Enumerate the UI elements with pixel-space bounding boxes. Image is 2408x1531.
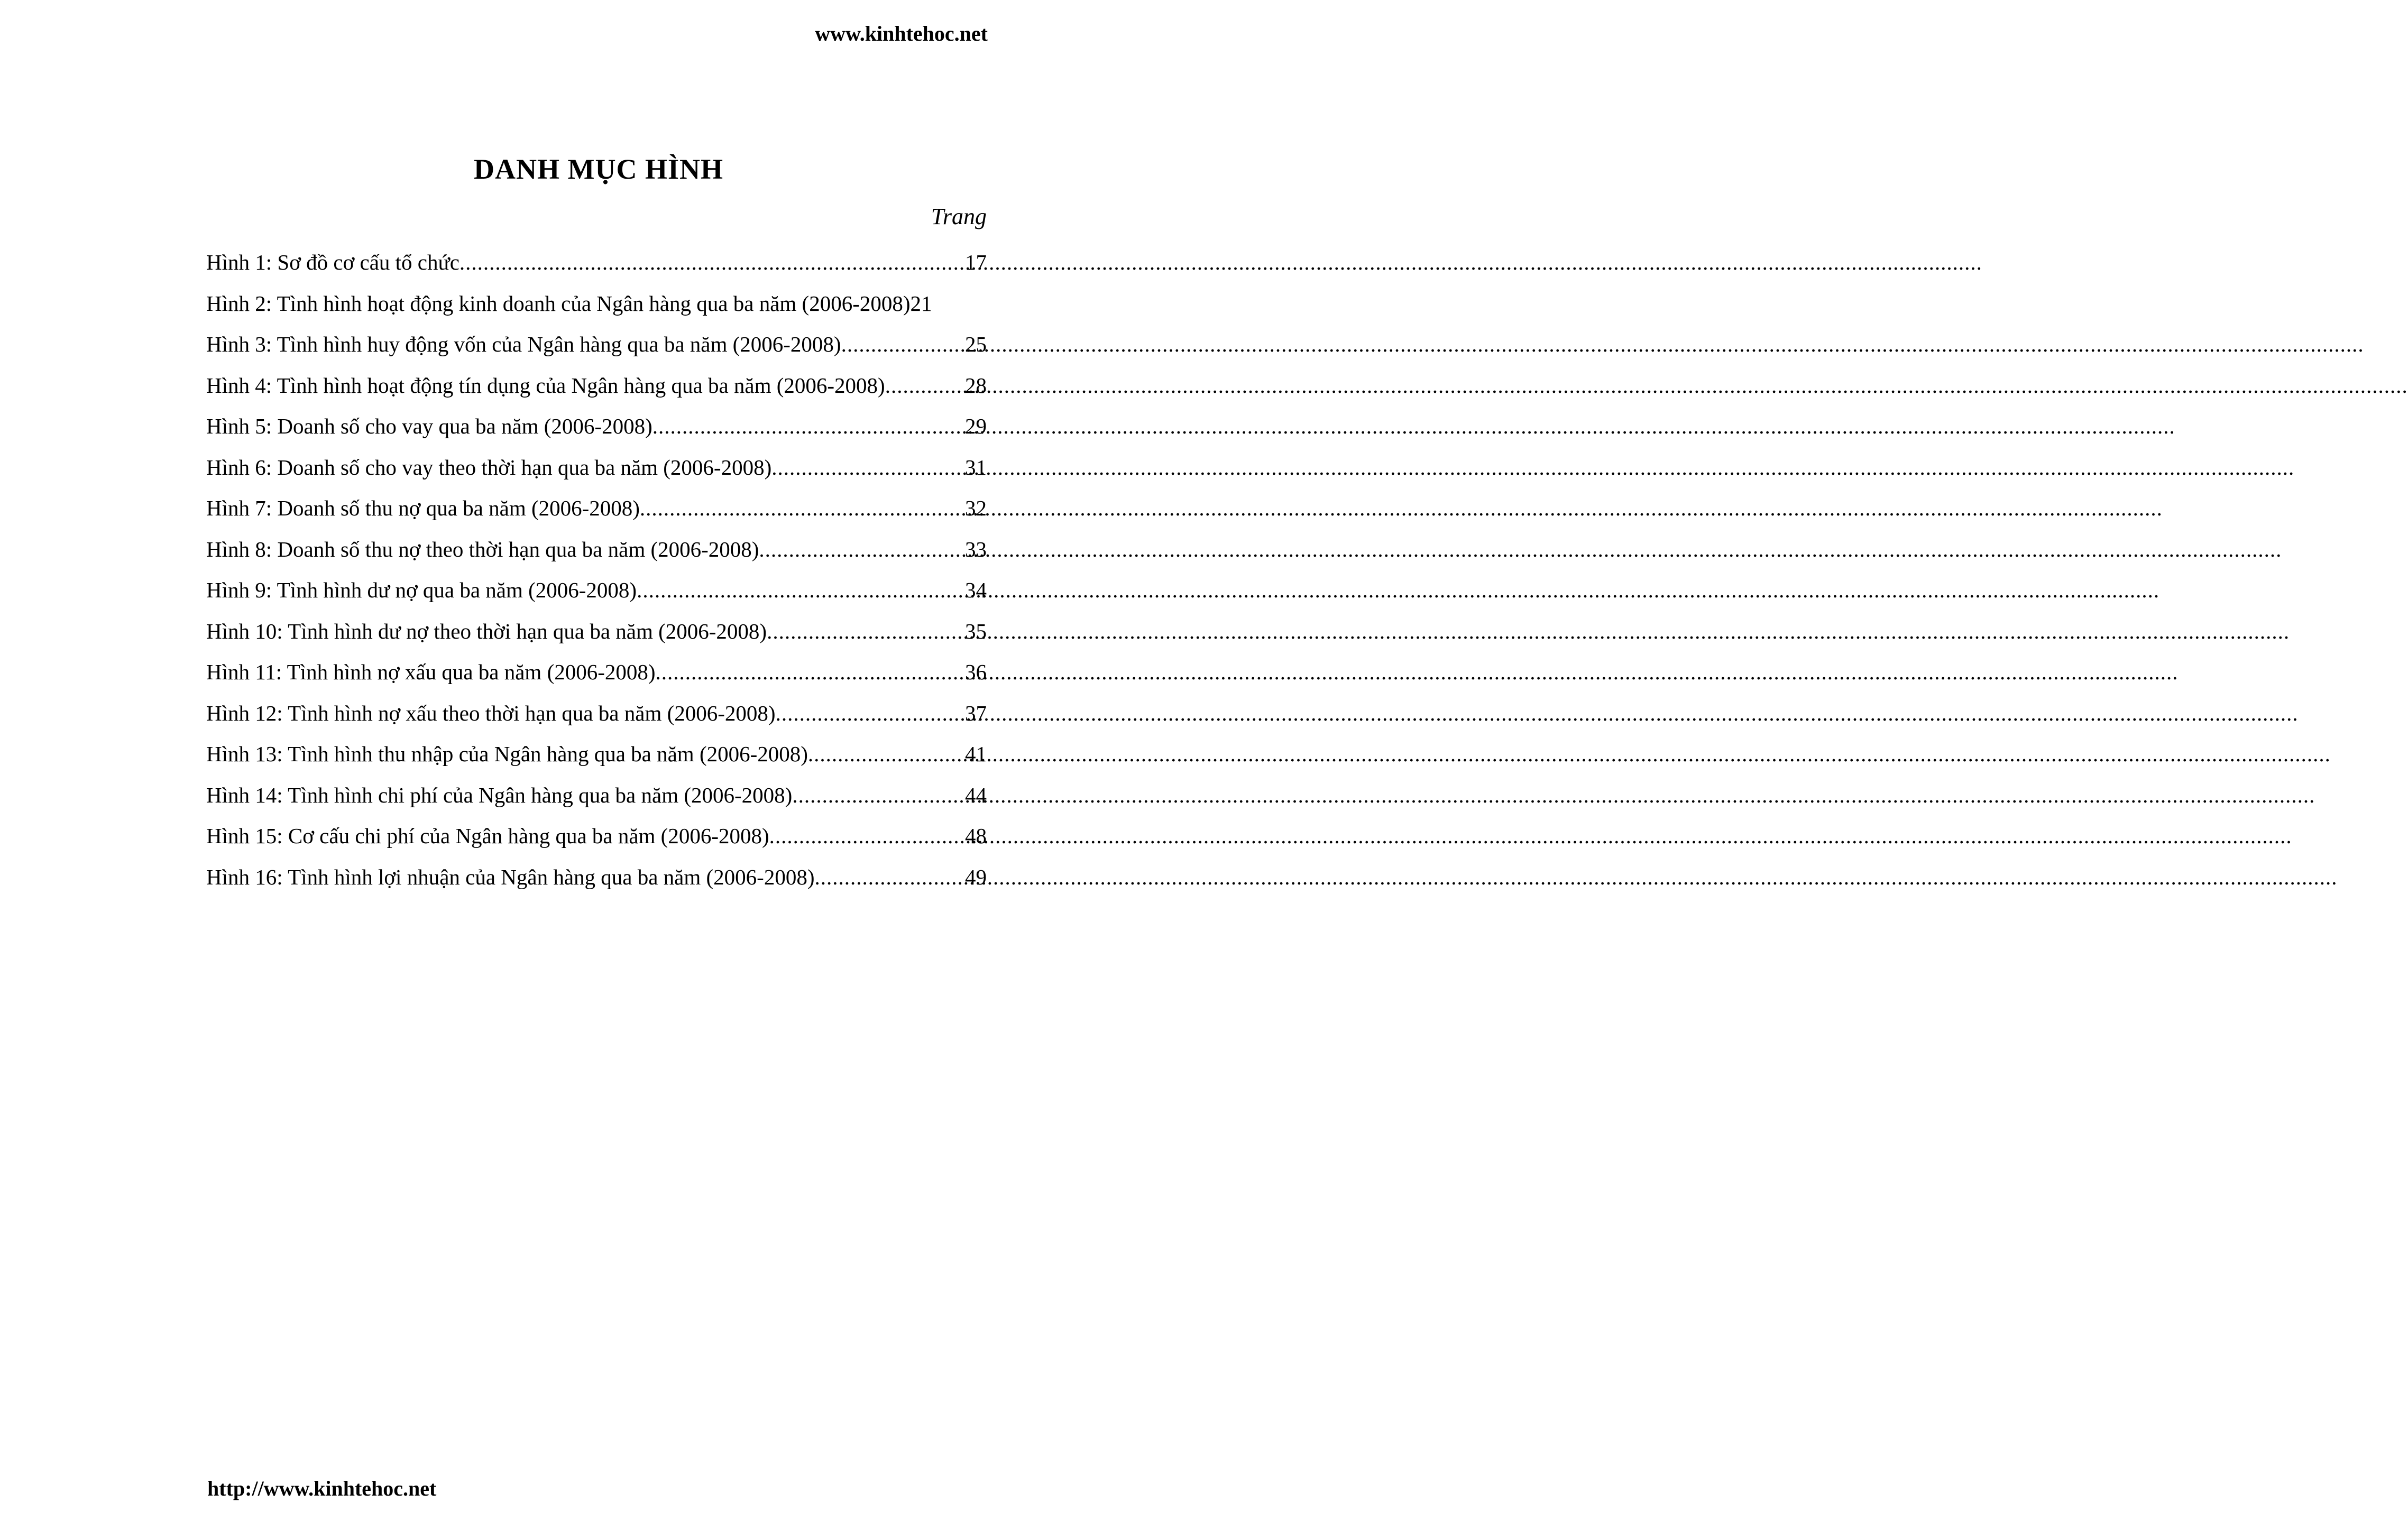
list-item[interactable] <box>206 248 987 290</box>
entry-title: Hình 16: Tình hình lợi nhuận của Ngân hàng qua ba năm (2006-2008) <box>206 864 815 889</box>
entry-page-number: 37 <box>965 700 987 725</box>
list-item[interactable] <box>206 330 987 372</box>
list-item[interactable] <box>206 699 987 741</box>
entry-title: Hình 4: Tình hình hoạt động tín dụng của Ngân hàng qua ba năm (2006-2008) <box>206 373 885 398</box>
entry-title: Hình 13: Tình hình thu nhập của Ngân hàng qua ba năm (2006-2008) <box>206 742 808 766</box>
dot-leader <box>652 412 965 440</box>
list-item[interactable] <box>206 740 987 781</box>
entry-page-number: 34 <box>965 578 987 602</box>
entry-title: Hình 8: Doanh số thu nợ theo thời hạn qua ba năm (2006-2008) <box>206 537 759 561</box>
figure-list <box>206 248 987 904</box>
entry-page-number: 44 <box>965 782 987 807</box>
footer-website-link[interactable]: http://www.kinhtehoc.net <box>207 1477 437 1500</box>
dot-leader <box>885 372 965 399</box>
list-item[interactable] <box>206 290 987 331</box>
entry-page-number: 29 <box>965 414 987 438</box>
dot-leader <box>841 330 965 358</box>
entry-title: Hình 5: Doanh số cho vay qua ba năm (2006-2008) <box>206 414 652 438</box>
list-item[interactable] <box>206 822 987 863</box>
page-title: DANH MỤC HÌNH <box>474 153 723 185</box>
list-item[interactable] <box>206 412 987 454</box>
page-column-label: Trang <box>931 204 987 229</box>
list-item[interactable] <box>206 576 987 617</box>
entry-page-number: 35 <box>965 619 987 643</box>
entry-title: Hình 10: Tình hình dư nợ theo thời hạn qua ba năm (2006-2008) <box>206 619 767 643</box>
entry-page-number: 49 <box>965 864 987 889</box>
dot-leader <box>808 740 965 768</box>
dot-leader <box>759 536 965 563</box>
dot-leader <box>814 863 965 891</box>
entry-title: Hình 6: Doanh số cho vay theo thời hạn qua ba năm (2006-2008) <box>206 455 772 479</box>
list-item[interactable] <box>206 454 987 495</box>
header-website-link[interactable]: www.kinhtehoc.net <box>815 22 988 45</box>
entry-title: Hình 12: Tình hình nợ xấu theo thời hạn qua ba năm (2006-2008) <box>206 700 776 725</box>
entry-title: Hình 14: Tình hình chi phí của Ngân hàng qua ba năm (2006-2008) <box>206 782 793 807</box>
entry-title: Hình 3: Tình hình huy động vốn của Ngân hàng qua ba năm (2006-2008) <box>206 332 841 356</box>
dot-leader <box>459 248 965 276</box>
list-item[interactable] <box>206 494 987 536</box>
dot-leader <box>656 658 965 686</box>
dot-leader <box>771 454 965 481</box>
entry-page-number: 31 <box>965 455 987 479</box>
entry-title: Hình 9: Tình hình dư nợ qua ba năm (2006-2008) <box>206 578 637 602</box>
list-item[interactable] <box>206 372 987 413</box>
entry-page-number: 33 <box>965 537 987 561</box>
dot-leader <box>640 494 965 522</box>
entry-page-number: 32 <box>965 496 987 520</box>
dot-leader <box>769 822 965 850</box>
entry-title: Hình 11: Tình hình nợ xấu qua ba năm (2006-2008) <box>206 660 656 684</box>
dot-leader <box>776 699 965 727</box>
entry-title: Hình 2: Tình hình hoạt động kinh doanh của Ngân hàng qua ba năm (2006-2008) <box>206 291 911 316</box>
list-item[interactable] <box>206 781 987 823</box>
entry-title: Hình 15: Cơ cấu chi phí của Ngân hàng qua ba năm (2006-2008) <box>206 824 769 848</box>
entry-page-number: 41 <box>965 742 987 766</box>
dot-leader <box>792 781 965 809</box>
list-item[interactable] <box>206 658 987 699</box>
dot-leader <box>637 576 965 604</box>
entry-page-number: 25 <box>965 332 987 356</box>
entry-title: Hình 7: Doanh số thu nợ qua ba năm (2006-2008) <box>206 496 640 520</box>
list-item[interactable] <box>206 617 987 659</box>
dot-leader <box>767 617 965 645</box>
entry-title: Hình 1: Sơ đồ cơ cấu tổ chức <box>206 250 459 274</box>
list-item[interactable] <box>206 536 987 577</box>
entry-page-number: 36 <box>965 660 987 684</box>
entry-page-number: 21 <box>910 291 932 316</box>
list-item[interactable] <box>206 863 987 905</box>
entry-page-number: 28 <box>965 373 987 398</box>
entry-page-number: 48 <box>965 824 987 848</box>
entry-page-number: 17 <box>965 250 987 274</box>
